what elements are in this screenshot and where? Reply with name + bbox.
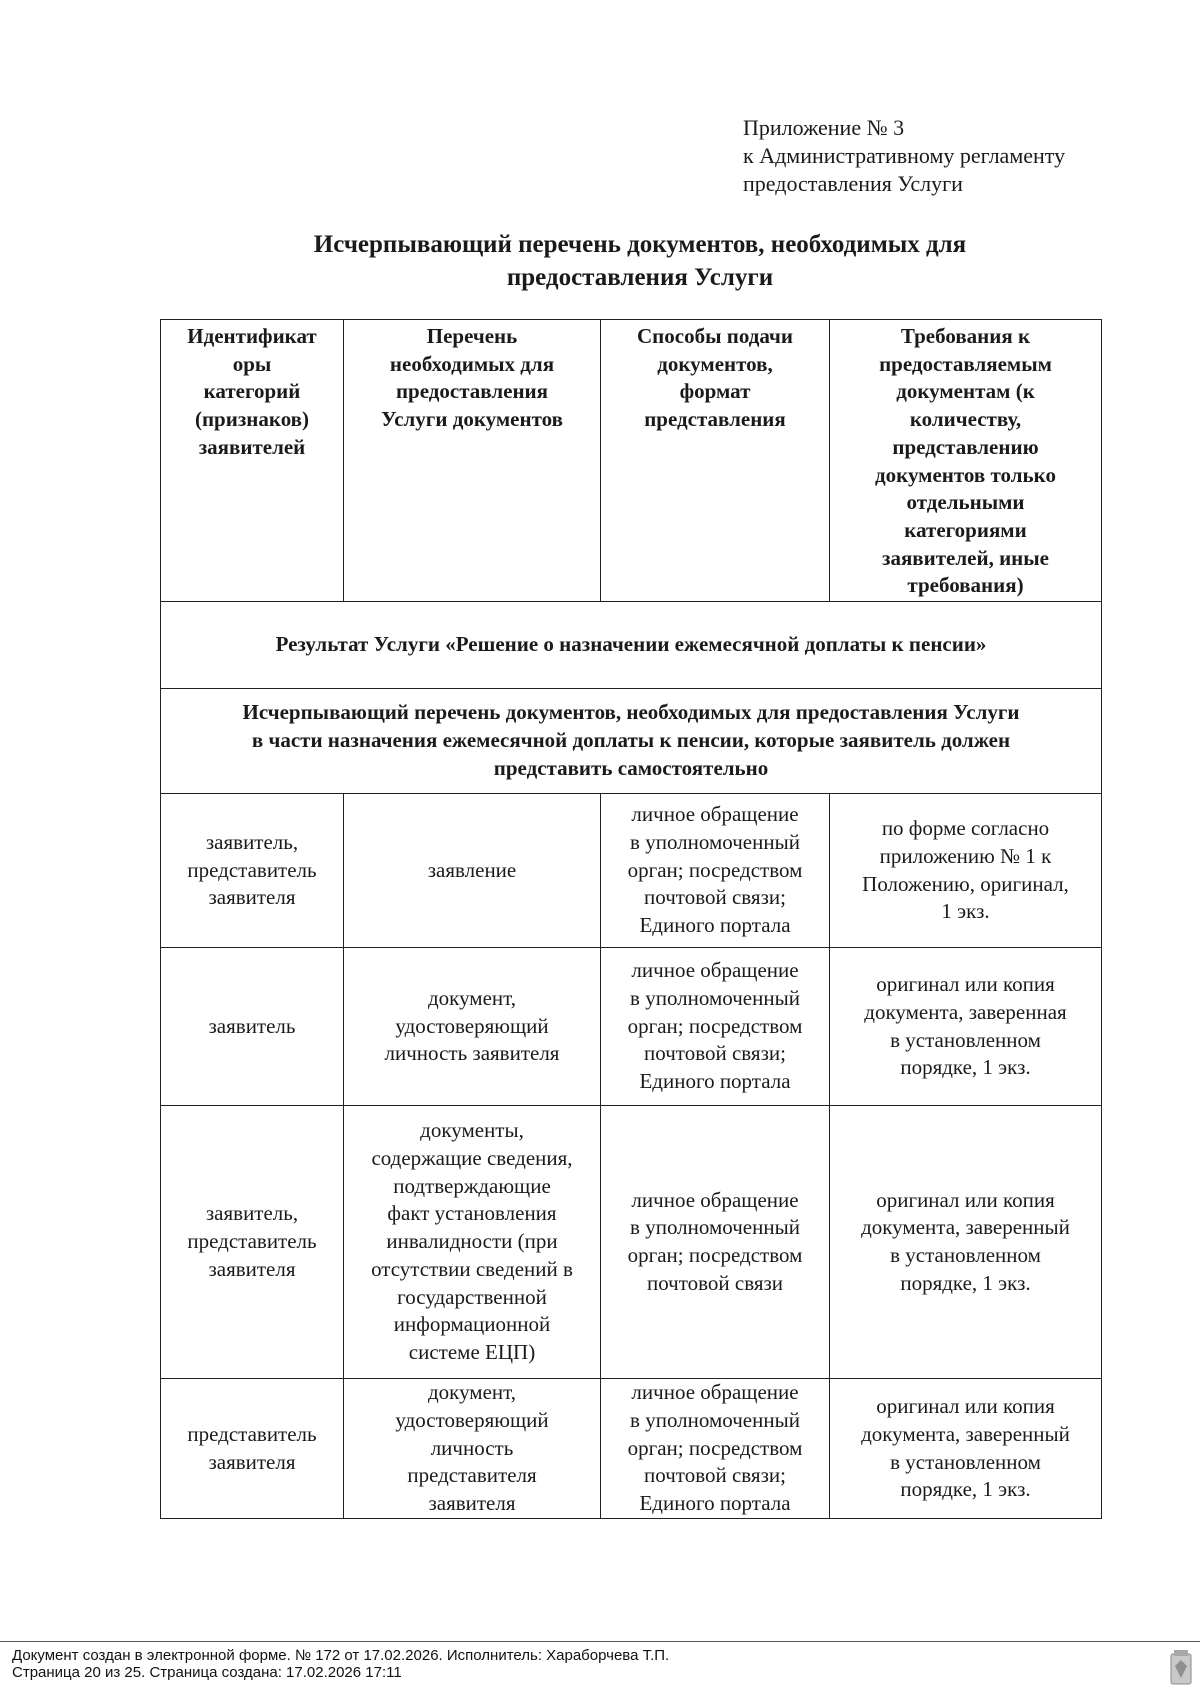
cell-text-line: Исчерпывающий перечень документов, необходимых для предоставления Услуги (242, 700, 1020, 725)
electronic-document-footer (12, 1647, 669, 1681)
table-row (161, 794, 1102, 948)
cell-text-line: отсутствии сведений в (371, 1256, 573, 1281)
cell-text-line: в уполномоченный (630, 985, 800, 1010)
cell-text-line: в уполномоченный (630, 1407, 800, 1432)
cell-text-line: заявителя (208, 1256, 296, 1281)
table-cell (161, 794, 344, 948)
cell-text-line: почтовой связи (646, 1270, 784, 1295)
cell-text-line: необходимых для (389, 351, 555, 376)
cell-text-line: Единого портала (639, 913, 791, 938)
cell-text-line: орган; посредством (627, 857, 803, 882)
header-cell (344, 320, 601, 602)
cell-text-line: государственной (397, 1284, 547, 1309)
table-cell (601, 1379, 830, 1519)
cell-text-line: в части назначения ежемесячной доплаты к пенсии, которые заявитель должен (251, 728, 1011, 753)
cell-text-line: Услуги документов (381, 407, 563, 432)
cell-text-line: приложению № 1 к (879, 843, 1052, 868)
cell-text-line: оры (232, 351, 272, 376)
cell-text-line: почтовой связи; (644, 1041, 786, 1066)
table-cell (344, 948, 601, 1106)
table-row (161, 1379, 1102, 1519)
cell-text-line: порядке, 1 экз. (900, 1055, 1031, 1080)
table-cell (161, 1106, 344, 1379)
cell-text-line: Единого портала (639, 1491, 791, 1516)
appendix-line-2: к Административному регламенту (743, 143, 1066, 168)
list-heading-row (161, 689, 1102, 794)
cell-text-line: формат (679, 379, 751, 404)
result-heading: Результат Услуги «Решение о назначении ежемесячной доплаты к пенсии» (161, 602, 1102, 689)
cell-text-line: представления (644, 407, 786, 432)
cell-text-line: предоставления (395, 379, 549, 404)
cell-text-line: документ, (427, 1380, 516, 1405)
cell-text-line: документы, (420, 1118, 524, 1143)
table-row (161, 1106, 1102, 1379)
title-line-1: Исчерпывающий перечень документов, необходимых для (313, 231, 967, 258)
appendix-line-3: предоставления Услуги (743, 171, 963, 196)
cell-text-line: личность заявителя (384, 1041, 560, 1066)
documents-table (160, 319, 1102, 1519)
cell-text-line: заявителя (208, 885, 296, 910)
header-cell (161, 320, 344, 602)
title-line-2: предоставления Услуги (506, 264, 774, 291)
cell-text-line: в установленном (890, 1449, 1041, 1474)
cell-text-line: в установленном (890, 1027, 1041, 1052)
cell-text-line: подтверждающие (393, 1173, 551, 1198)
cell-text-line: содержащие сведения, (371, 1146, 573, 1171)
cell-text-line: представить самостоятельно (493, 755, 769, 780)
header-cell (830, 320, 1102, 602)
cell-text-line: оригинал или копия (876, 1394, 1055, 1419)
cell-text-line: системе ЕЦП) (408, 1339, 536, 1364)
table-cell (601, 1106, 830, 1379)
coat-of-arms-icon (1168, 1648, 1194, 1688)
cell-text-line: документа, заверенный (861, 1421, 1070, 1446)
table-cell (161, 948, 344, 1106)
cell-text-line: личное обращение (631, 802, 799, 827)
cell-text-line: почтовой связи; (644, 885, 786, 910)
cell-text-line: в уполномоченный (630, 1215, 800, 1240)
cell-text-line: документов, (657, 351, 773, 376)
table-row (161, 948, 1102, 1106)
cell-text-line: в установленном (890, 1243, 1041, 1267)
cell-text-line: по форме согласно (881, 816, 1050, 841)
table-cell (830, 1379, 1102, 1519)
cell-text-line: в уполномоченный (630, 829, 800, 854)
cell-text-line: категорий (203, 379, 301, 404)
cell-text-line: Единого портала (639, 1069, 791, 1094)
cell-text-line: почтовой связи; (644, 1463, 786, 1488)
cell-text-line: заявитель (208, 1013, 296, 1038)
cell-text-line: документов только (875, 462, 1056, 487)
cell-text-line: (признаков) (194, 407, 310, 432)
cell-text-line: факт установления (387, 1201, 557, 1226)
cell-text-line: документа, заверенный (861, 1215, 1070, 1240)
cell-text-line: заявление (427, 857, 517, 882)
cell-text-line: представитель (187, 1421, 317, 1446)
table-header-row (161, 320, 1102, 602)
cell-text-line: информационной (393, 1312, 551, 1337)
list-heading (161, 689, 1102, 794)
cell-text-line: оригинал или копия (876, 1187, 1055, 1212)
table-cell (344, 1379, 601, 1519)
table-cell (601, 948, 830, 1106)
cell-text-line: оригинал или копия (876, 972, 1055, 997)
cell-text-line: документам (к (896, 379, 1035, 404)
cell-text-line: Способы подачи (637, 324, 793, 348)
footer-divider (0, 1641, 1200, 1642)
footer-line-2: Страница 20 из 25. Страница создана: 17.02.2026 17:11 (12, 1664, 402, 1681)
cell-text-line: Положению, оригинал, (862, 871, 1069, 896)
cell-text-line: удостоверяющий (395, 1407, 549, 1432)
cell-text-line: требования) (907, 573, 1024, 598)
cell-text-line: представителя (407, 1463, 537, 1488)
table-cell (161, 1379, 344, 1519)
cell-text-line: порядке, 1 экз. (900, 1477, 1031, 1502)
table-cell (344, 1106, 601, 1379)
table-cell (830, 948, 1102, 1106)
cell-text-line: удостоверяющий (395, 1013, 549, 1038)
cell-text-line: Перечень (426, 324, 518, 348)
cell-text-line: Идентификат (187, 324, 317, 348)
cell-text-line: количеству, (909, 407, 1022, 432)
cell-text-line: представитель (187, 857, 317, 882)
cell-text-line: заявителя (208, 1449, 296, 1474)
cell-text-line: заявителей (198, 434, 306, 459)
cell-text-line: 1 экз. (941, 899, 990, 924)
table-cell (601, 794, 830, 948)
cell-text-line: заявитель, (205, 829, 299, 854)
cell-text-line: личное обращение (631, 1187, 799, 1212)
cell-text-line: категориями (904, 517, 1027, 542)
table-cell (830, 794, 1102, 948)
cell-text-line: орган; посредством (627, 1435, 803, 1460)
cell-text-line: документ, (427, 985, 516, 1010)
cell-text-line: орган; посредством (627, 1013, 803, 1038)
cell-text-line: заявителя (428, 1491, 516, 1516)
cell-text-line: порядке, 1 экз. (900, 1270, 1031, 1295)
document-title (160, 228, 1120, 294)
header-cell (601, 320, 830, 602)
cell-text-line: предоставляемым (879, 351, 1052, 376)
cell-text-line: отдельными (906, 490, 1025, 515)
table-cell (830, 1106, 1102, 1379)
result-row (161, 602, 1102, 689)
cell-text-line: личность (430, 1435, 514, 1460)
cell-text-line: личное обращение (631, 1380, 799, 1405)
cell-text-line: представитель (187, 1229, 317, 1254)
cell-text-line: представлению (892, 434, 1039, 459)
cell-text-line: личное обращение (631, 958, 799, 983)
cell-text-line: документа, заверенная (864, 999, 1067, 1024)
footer-line-1: Документ создан в электронной форме. № 172 от 17.02.2026. Исполнитель: Хараборчева Т.П. (12, 1647, 670, 1664)
cell-text-line: инвалидности (при (386, 1229, 558, 1254)
cell-text-line: Требования к (900, 324, 1031, 348)
cell-text-line: заявитель, (205, 1201, 299, 1226)
cell-text-line: заявителей, иные (882, 545, 1049, 570)
table-cell (344, 794, 601, 948)
cell-text-line: орган; посредством (627, 1243, 803, 1267)
appendix-line-1: Приложение № 3 (743, 115, 905, 140)
appendix-reference (743, 114, 1065, 198)
